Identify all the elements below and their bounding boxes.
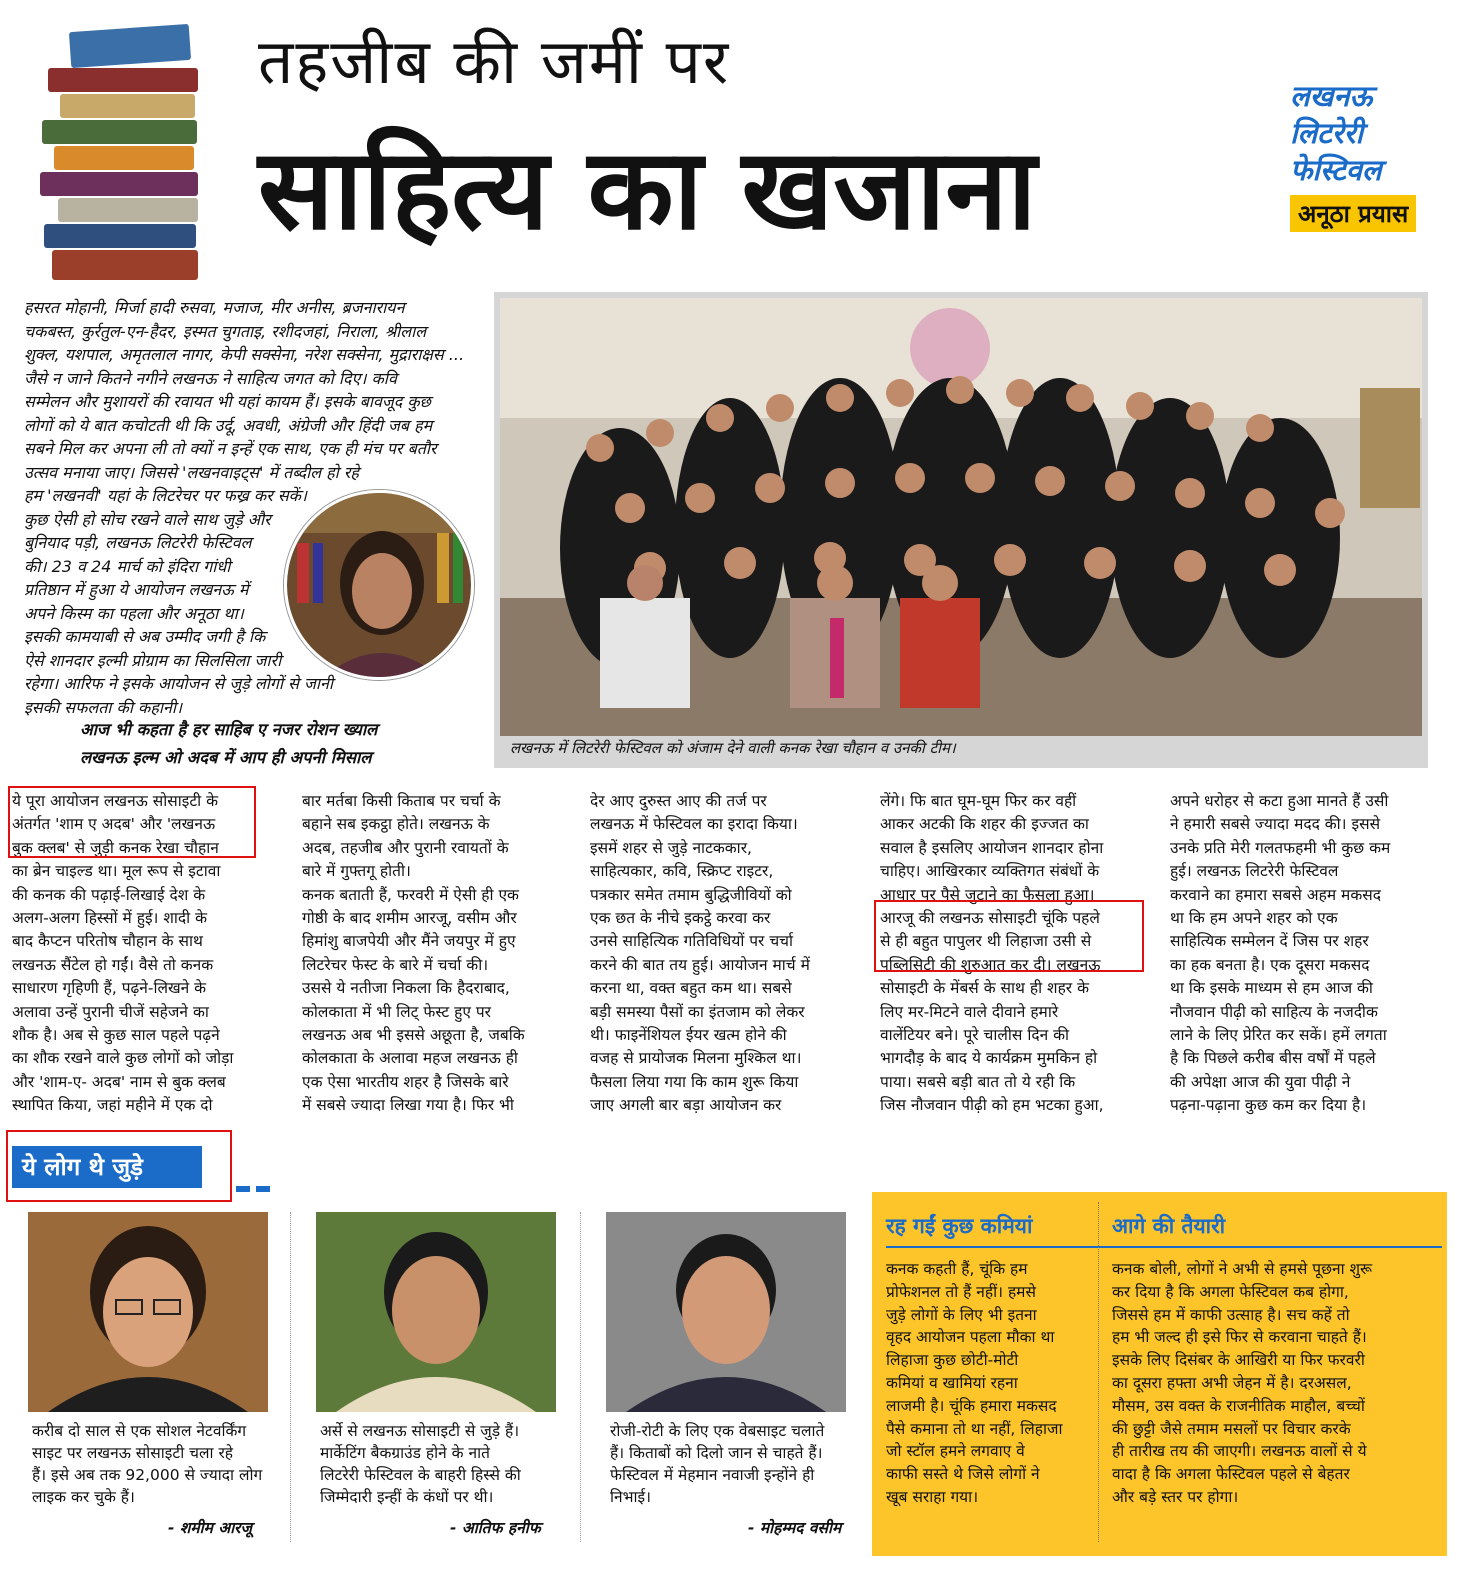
intro-line: की। 23 व 24 मार्च को इंदिरा गांधी bbox=[24, 556, 231, 576]
column-line: बाद कैप्टन परितोष चौहान के साथ bbox=[12, 932, 203, 951]
column-line: कोलकाता के अलावा महज लखनऊ ही bbox=[302, 1049, 518, 1068]
column-line: पब्लिसिटी की शुरुआत कर दी। लखनऊ bbox=[880, 955, 1101, 974]
person-desc-3 bbox=[610, 1420, 860, 1508]
column-line: था कि हम अपने शहर को एक bbox=[1170, 909, 1338, 928]
box-line: वादा है कि अगला फेस्टिवल पहले से बेहतर bbox=[1112, 1465, 1350, 1484]
box-divider bbox=[1098, 1202, 1099, 1542]
section-label: ये लोग थे जुड़े bbox=[12, 1146, 202, 1188]
box-line: जुड़े लोगों के लिए भी इतना bbox=[886, 1305, 1037, 1324]
box-line: लाजमी है। चूंकि हमारा मकसद bbox=[886, 1396, 1057, 1415]
person-line: फेस्टिवल में मेहमान नवाजी इन्होंने ही bbox=[610, 1466, 815, 1484]
person-line: रोजी-रोटी के लिए एक वेबसाइट चलाते bbox=[610, 1422, 825, 1440]
intro-line: बुनियाद पड़ी, लखनऊ लिटरेरी फेस्टिवल bbox=[24, 533, 252, 552]
column-line: उससे ये नतीजा निकला कि हैदराबाद, bbox=[302, 979, 510, 998]
tag-line-3: फेस्टिवल bbox=[1290, 153, 1382, 187]
column-line: साहित्यिक सम्मेलन दें जिस पर शहर bbox=[1170, 932, 1369, 951]
intro-line: कुछ ऐसी हो सोच रखने वाले साथ जुड़े और bbox=[24, 509, 271, 529]
box-line: वृहद आयोजन पहला मौका था bbox=[886, 1328, 1055, 1347]
column-divider bbox=[290, 1212, 291, 1542]
column-line: चाहिए। आखिरकार व्यक्तिगत संबंधों के bbox=[880, 862, 1100, 881]
article-column-2 bbox=[302, 790, 578, 1118]
box-line: जिससे हम में काफी उत्साह है। सच कहें तो bbox=[1112, 1305, 1350, 1324]
box-line: प्रोफेशनल तो हैं नहीं। हमसे bbox=[886, 1282, 1036, 1301]
group-photo bbox=[500, 298, 1422, 736]
person-desc-2 bbox=[320, 1420, 570, 1508]
box-line: खूब सराहा गया। bbox=[886, 1487, 979, 1506]
intro-line: अपने किस्म का पहला और अनूठा था। bbox=[24, 603, 244, 623]
intro-line: इसकी सफलता की कहानी। bbox=[24, 697, 183, 717]
person-photo-1 bbox=[28, 1212, 268, 1412]
tag-badge: अनूठा प्रयास bbox=[1290, 195, 1416, 232]
column-line: करवाने का हमारा सबसे अहम मकसद bbox=[1170, 885, 1381, 904]
column-line: सोसाइटी के मेंबर्स के साथ ही शहर के bbox=[880, 979, 1089, 998]
person-line: लिटरेरी फेस्टिवल के बाहरी हिस्से की bbox=[320, 1466, 521, 1484]
column-line: भागदौड़ के बाद ये कार्यक्रम मुमकिन हो bbox=[880, 1049, 1098, 1068]
column-line: से ही बहुत पापुलर थी लिहाजा उसी से bbox=[880, 932, 1092, 951]
column-line: और 'शाम-ए- अदब' नाम से बुक क्लब bbox=[12, 1072, 226, 1091]
intro-line: ऐसे शानदार इल्मी प्रोग्राम का सिलसिला जारी bbox=[24, 650, 282, 670]
column-line: का हक बनता है। एक दूसरा मकसद bbox=[1170, 955, 1370, 974]
column-line: हिमांशु बाजपेयी और मैंने जयपुर में हुए bbox=[302, 932, 516, 951]
headline-main: साहित्य का खजाना bbox=[258, 125, 1037, 255]
column-line: लिए मर-मिटने वाले दीवाने हमारे bbox=[880, 1002, 1059, 1021]
person-name-1: - शमीम आरजू bbox=[168, 1519, 252, 1537]
article-column-5 bbox=[1170, 790, 1446, 1118]
series-tag bbox=[1290, 78, 1440, 232]
intro-line: सम्मेलन और मुशायरों की रवायत भी यहां कायम हैं। इसके बावजूद कुछ bbox=[24, 392, 431, 411]
highlight-box-1 bbox=[8, 786, 256, 858]
person-line: हैं। किताबों को दिलो जान से चाहते हैं। bbox=[610, 1444, 823, 1462]
column-line: गोष्ठी के बाद शमीम आरजू, वसीम और bbox=[302, 909, 517, 928]
box-line: हम भी जल्द ही इसे फिर से करवाना चाहते हैं। bbox=[1112, 1328, 1367, 1347]
intro-line: प्रतिष्ठान में हुआ ये आयोजन लखनऊ में bbox=[24, 580, 249, 599]
column-line: वजह से प्रायोजक मिलना मुश्किल था। bbox=[590, 1049, 802, 1068]
intro-line: हसरत मोहानी, मिर्जा हादी रुसवा, मजाज, मीर अनीस, ब्रजनारायन bbox=[24, 298, 405, 317]
group-photo-frame bbox=[494, 292, 1428, 768]
box-line: जो स्टॉल हमने लगवाए वे bbox=[886, 1442, 1025, 1461]
column-line: है कि पिछले करीब बीस वर्षों में पहले bbox=[1170, 1049, 1376, 1068]
box-line: पैसे कमाना तो था नहीं, लिहाजा bbox=[886, 1419, 1063, 1438]
column-line: ने हमारी सबसे ज्यादा मदद की। इससे bbox=[1170, 815, 1381, 834]
column-line: थी। फाइनेंशियल ईयर खत्म होने की bbox=[590, 1026, 787, 1045]
column-line: अपने धरोहर से कटा हुआ मानते हैं उसी bbox=[1170, 792, 1389, 810]
column-line: बारे में गुफ्तगू होती। bbox=[302, 862, 411, 881]
box-line: काफी सस्ते थे जिसे लोगों ने bbox=[886, 1465, 1040, 1484]
intro-line: चकबस्त, कुर्रतुल-एन-हैदर, इस्मत चुगताइ, रशीदजहां, निराला, श्रीलाल bbox=[24, 321, 427, 341]
column-line: बहाने सब इकट्ठा होते। लखनऊ के bbox=[302, 815, 490, 834]
highlight-box-2 bbox=[874, 900, 1144, 972]
tag-line-2: लिटरेरी bbox=[1290, 116, 1364, 150]
column-line: जिस नौजवान पीढ़ी को हम भटका हुआ, bbox=[880, 1096, 1104, 1115]
person-name-3: - मोहम्मद वसीम bbox=[748, 1519, 842, 1537]
person-line: जिम्मेदारी इन्हीं के कंधों पर थी। bbox=[320, 1488, 494, 1506]
person-line: अर्से से लखनऊ सोसाइटी से जुड़े हैं। bbox=[320, 1422, 520, 1440]
section-highlight-box bbox=[6, 1130, 232, 1202]
column-line: अलावा उन्हें पुरानी चीजें सहेजने का bbox=[12, 1002, 209, 1021]
column-line: का ब्रेन चाइल्ड था। मूल रूप से इटावा bbox=[12, 862, 221, 881]
column-line: लेंगे। फि बात घूम-घूम फिर कर वहीं bbox=[880, 792, 1077, 810]
column-line: अलग-अलग हिस्सों में हुई। शादी के bbox=[12, 909, 207, 928]
column-line: जाए अगली बार बड़ा आयोजन कर bbox=[590, 1096, 782, 1115]
column-line: लखनऊ सैंटेल हो गईं। वैसे तो कनक bbox=[12, 955, 214, 974]
column-line: इसमें शहर से जुड़े नाटककार, bbox=[590, 838, 752, 857]
box-line: और बड़े स्तर पर होगा। bbox=[1112, 1487, 1239, 1506]
portrait-photo bbox=[284, 490, 474, 680]
person-line: निभाई। bbox=[610, 1488, 652, 1506]
column-line: ये पूरा आयोजन लखनऊ सोसाइटी के bbox=[12, 792, 219, 810]
column-line: साधारण गृहिणी हैं, पढ़ने-लिखने के bbox=[12, 979, 207, 998]
box-line: लिहाजा कुछ छोटी-मोटी bbox=[886, 1351, 1019, 1370]
column-divider bbox=[580, 1212, 581, 1542]
column-line: अदब, तहजीब और पुरानी रवायतों के bbox=[302, 838, 509, 857]
person-photo-3 bbox=[606, 1212, 846, 1412]
person-line: साइट पर लखनऊ सोसाइटी चला रहे bbox=[32, 1444, 234, 1462]
column-line: उनके प्रति मेरी गलतफहमी भी कुछ कम bbox=[1170, 838, 1391, 857]
column-line: बुक क्लब' से जुड़ी कनक रेखा चौहान bbox=[12, 838, 219, 857]
box-line: कर दिया है कि अगला फेस्टिवल कब होगा, bbox=[1112, 1282, 1349, 1301]
box-line: कनक बोली, लोगों ने अभी से हमसे पूछना शुरू bbox=[1112, 1260, 1373, 1278]
column-line: स्थापित किया, जहां महीने में एक दो bbox=[12, 1096, 213, 1115]
book-stack-illustration bbox=[30, 20, 210, 290]
column-line: का शौक रखने वाले कुछ लोगों को जोड़ा bbox=[12, 1049, 234, 1068]
sidebar-yellow-box bbox=[872, 1192, 1447, 1556]
person-photo-2 bbox=[316, 1212, 556, 1412]
intro-line: हम 'लखनवी' यहां के लिटरेचर पर फख्र कर सकें। bbox=[24, 486, 307, 505]
shortcomings-title: रह गईं कुछ कमियां bbox=[886, 1212, 1146, 1248]
column-line: आरजू की लखनऊ सोसाइटी चूंकि पहले bbox=[880, 909, 1100, 928]
column-line: लखनऊ अब भी इससे अछूता है, जबकि bbox=[302, 1026, 525, 1045]
intro-line: सबने मिल कर अपना ली तो क्यों न इन्हें एक साथ, एक ही मंच पर बतौर bbox=[24, 439, 437, 458]
column-line: बार मर्तबा किसी किताब पर चर्चा के bbox=[302, 792, 501, 810]
couplet bbox=[80, 716, 500, 772]
column-line: एक ऐसा भारतीय शहर है जिसके बारे bbox=[302, 1072, 509, 1091]
photo-caption: लखनऊ में लिटरेरी फेस्टिवल को अंजाम देने वाली कनक रेखा चौहान व उनकी टीम। bbox=[510, 739, 956, 757]
column-line: साहित्यकार, कवि, स्क्रिप्ट राइटर, bbox=[590, 862, 774, 881]
person-name-2: - आतिफ हनीफ bbox=[450, 1519, 541, 1537]
person-line: हैं। इसे अब तक 92,000 से ज्यादा लोग bbox=[32, 1466, 263, 1484]
column-line: लखनऊ में फेस्टिवल का इरादा किया। bbox=[590, 815, 798, 834]
intro-line: उत्सव मनाया जाए। जिससे 'लखनवाइट्स' में तब्दील हो रहे bbox=[24, 462, 359, 482]
couplet-line-2: लखनऊ इल्म ओ अदब में आप ही अपनी मिसाल bbox=[80, 748, 372, 767]
column-line: शौक है। अब से कुछ साल पहले पढ़ने bbox=[12, 1026, 220, 1045]
intro-line: इसकी कामयाबी से अब उम्मीद जगी है कि bbox=[24, 627, 266, 646]
column-line: फैसला लिया गया कि काम शुरू किया bbox=[590, 1072, 799, 1091]
column-line: में सबसे ज्यादा लिखा गया है। फिर भी bbox=[302, 1096, 514, 1115]
intro-line: रहेगा। आरिफ ने इसके आयोजन से जुड़े लोगों से जानी bbox=[24, 674, 334, 693]
column-line: नौजवान पीढ़ी को साहित्य के नजदीक bbox=[1170, 1002, 1378, 1021]
person-line: मार्केटिंग बैकग्राउंड होने के नाते bbox=[320, 1444, 490, 1462]
intro-line: लोगों को ये बात कचोटती थी कि उर्दू, अवधी, अंग्रेजी और हिंदी जब हम bbox=[24, 415, 433, 435]
column-line: देर आए दुरुस्त आए की तर्ज पर bbox=[590, 792, 767, 810]
column-line: पढ़ना-पढ़ाना कुछ कम कर दिया है। bbox=[1170, 1096, 1367, 1115]
column-line: आकर अटकी कि शहर की इज्जत का bbox=[880, 815, 1089, 834]
column-line: आधार पर पैसे जुटाने का फैसला हुआ। bbox=[880, 885, 1095, 904]
box-line: इसके लिए दिसंबर के आखिरी या फिर फरवरी bbox=[1112, 1351, 1365, 1370]
column-line: हुई। लखनऊ लिटरेरी फेस्टिवल bbox=[1170, 862, 1339, 881]
section-dash bbox=[236, 1186, 250, 1192]
column-line: करना था, वक्त बहुत कम था। सबसे bbox=[590, 979, 792, 998]
preparation-title: आगे की तैयारी bbox=[1112, 1212, 1442, 1248]
person-desc-1 bbox=[32, 1420, 282, 1508]
intro-line: शुक्ल, यशपाल, अमृतलाल नागर, केपी सक्सेना, नरेश सक्सेना, मुद्राराक्षस ... bbox=[24, 345, 465, 364]
shortcomings-text bbox=[886, 1258, 1146, 1509]
column-line: कोलकाता में भी लिट् फेस्ट हुए पर bbox=[302, 1002, 492, 1021]
column-line: पाया। सबसे बड़ी बात तो ये रही कि bbox=[880, 1072, 1076, 1091]
column-line: वालेंटियर बने। पूरे चालीस दिन की bbox=[880, 1026, 1070, 1045]
box-line: का दूसरा हफ्ता अभी जेहन में है। दरअसल, bbox=[1112, 1373, 1352, 1392]
column-line: कनक बताती हैं, फरवरी में ऐसी ही एक bbox=[302, 885, 519, 904]
person-line: करीब दो साल से एक सोशल नेटवर्किंग bbox=[32, 1422, 247, 1440]
column-line: लाने के लिए प्रेरित कर सकें। हमें लगता bbox=[1170, 1026, 1387, 1045]
box-line: कमियां व खामियां रहना bbox=[886, 1373, 1018, 1392]
column-line: अंतर्गत 'शाम ए अदब' और 'लखनऊ bbox=[12, 815, 216, 834]
column-line: उनसे साहित्यिक गतिविधियों पर चर्चा bbox=[590, 932, 794, 951]
preparation-box bbox=[1112, 1212, 1442, 1509]
section-dash bbox=[256, 1186, 270, 1192]
column-line: सवाल है इसलिए आयोजन शानदार होना bbox=[880, 838, 1104, 857]
column-line: लिटरेचर फेस्ट के बारे में चर्चा की। bbox=[302, 955, 489, 974]
box-line: मौसम, उस वक्त के राजनीतिक माहौल, बच्चों bbox=[1112, 1396, 1365, 1415]
box-line: कनक कहती हैं, चूंकि हम bbox=[886, 1260, 1028, 1278]
column-line: बड़ी समस्या पैसों का इंतजाम को लेकर bbox=[590, 1002, 805, 1021]
column-line: था कि इसके माध्यम से हम आज की bbox=[1170, 979, 1373, 998]
column-line: पत्रकार समेत तमाम बुद्धिजीवियों को bbox=[590, 885, 792, 904]
shortcomings-box bbox=[886, 1212, 1146, 1509]
column-line: की कनक की पढ़ाई-लिखाई देश के bbox=[12, 885, 206, 904]
box-line: की छुट्टी जैसे तमाम मसलों पर विचार करके bbox=[1112, 1419, 1351, 1438]
column-line: करने की बात तय हुई। आयोजन मार्च में bbox=[590, 955, 810, 974]
article-column-3 bbox=[590, 790, 866, 1118]
intro-line: जैसे न जाने कितने नगीने लखनऊ ने साहित्य जगत को दिए। कवि bbox=[24, 368, 397, 388]
box-line: ही तारीख तय की जाएगी। लखनऊ वालों से ये bbox=[1112, 1442, 1367, 1461]
column-line: एक छत के नीचे इकट्ठे करवा कर bbox=[590, 909, 771, 928]
column-line: की अपेक्षा आज की युवा पीढ़ी ने bbox=[1170, 1072, 1351, 1091]
person-line: लाइक कर चुके हैं। bbox=[32, 1488, 135, 1506]
preparation-text bbox=[1112, 1258, 1442, 1509]
headline-kicker: तहजीब की जमीं पर bbox=[258, 25, 731, 98]
couplet-line-1: आज भी कहता है हर साहिब ए नजर रोशन ख्याल bbox=[80, 720, 378, 739]
tag-line-1: लखनऊ bbox=[1290, 79, 1373, 113]
